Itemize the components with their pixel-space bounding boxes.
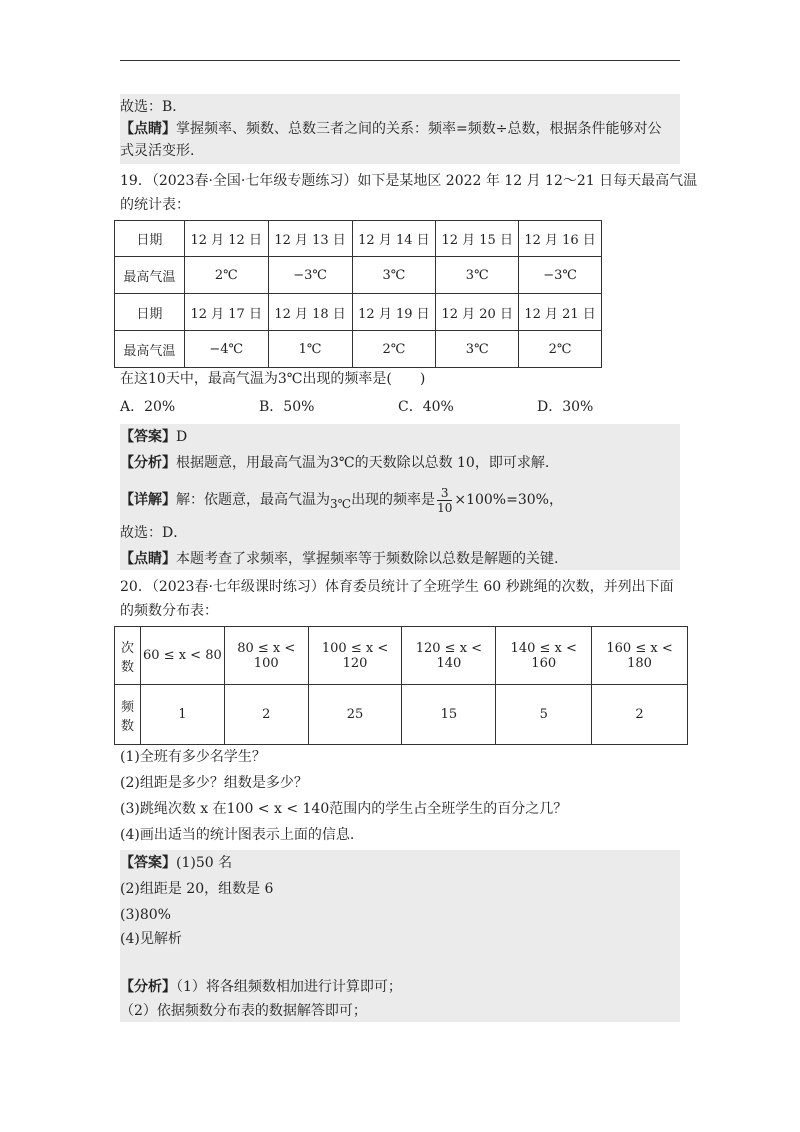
table-cell: 最高气温	[115, 331, 185, 368]
table-cell: 2℃	[519, 331, 602, 368]
table-cell: 日期	[115, 221, 185, 257]
q19-choice: 故选：D．	[120, 525, 188, 541]
table-cell: −4℃	[184, 331, 268, 368]
q19-comment	[120, 548, 558, 570]
q19-temperature-table	[114, 220, 602, 368]
table-cell: 最高气温	[115, 257, 185, 294]
table-cell: 2℃	[352, 331, 436, 368]
detail-mid: 出现的频率是	[351, 492, 436, 508]
table-cell: 25	[308, 685, 402, 745]
table-cell: 12 月 16 日	[519, 221, 602, 257]
option-c: C．40%	[398, 399, 454, 415]
table-cell: 1	[140, 685, 224, 745]
q20-analysis-1	[120, 976, 402, 998]
table-cell: 80 ≤ x < 100	[224, 627, 308, 685]
prev-comment-line-2: 式灵活变形.	[120, 143, 195, 159]
table-cell: 3℃	[436, 331, 519, 368]
table-cell: 140 ≤ x < 160	[496, 627, 592, 685]
header-rule	[120, 60, 680, 61]
q20-answer-1	[120, 852, 232, 874]
q20-frequency-table	[114, 626, 688, 745]
q19-analysis	[120, 452, 549, 474]
freq-label-1: 频	[120, 699, 134, 715]
table-header-cell	[115, 627, 141, 685]
table-row	[115, 221, 602, 257]
q20-sub-question-1: (1)全班有多少名学生？	[120, 749, 266, 765]
freq-label-2: 数	[120, 718, 134, 734]
table-cell: 日期	[115, 294, 185, 331]
q20-sub-question-4: (4)画出适当的统计图表示上面的信息.	[120, 827, 355, 843]
q19-question: 在这10天中，最高气温为3℃出现的频率是( )	[120, 371, 426, 387]
analysis-label: 【分析】	[120, 979, 176, 995]
q20-sub-question-3: (3)跳绳次数 x 在100 < x < 140范围内的学生占全班学生的百分之几？	[120, 801, 568, 817]
table-cell: 12 月 20 日	[436, 294, 519, 331]
table-cell: 3℃	[436, 257, 519, 294]
option-d: D．30%	[537, 399, 594, 415]
table-cell: 12 月 18 日	[268, 294, 352, 331]
detail-post: ×100%=30%，	[454, 492, 563, 508]
q20-stem-line-2: 的频数分布表：	[120, 603, 218, 619]
header-label-2: 数	[120, 659, 134, 675]
table-cell: 12 月 17 日	[184, 294, 268, 331]
analysis-label: 【分析】	[120, 455, 176, 471]
table-row	[115, 627, 688, 685]
analysis-text: 根据题意，用最高气温为3℃的天数除以总数 10，即可求解.	[176, 455, 550, 471]
answer-label: 【答案】	[120, 855, 176, 871]
table-cell: 12 月 21 日	[519, 294, 602, 331]
q19-detail	[120, 484, 563, 520]
table-cell: 12 月 12 日	[184, 221, 268, 257]
table-cell: 60 ≤ x < 80	[140, 627, 224, 685]
fraction	[437, 486, 452, 515]
comment-text-1: 掌握频率、频数、总数三者之间的关系：频率=频数÷总数，根据条件能够对公	[176, 121, 662, 137]
q19-answer	[120, 426, 187, 448]
table-cell: 12 月 13 日	[268, 221, 352, 257]
answer-text: (1)50 名	[176, 855, 233, 871]
q20-sub-question-2: (2)组距是多少？组数是多少？	[120, 775, 308, 791]
table-cell: 5	[496, 685, 592, 745]
q20-answer-3: (3)80%	[120, 907, 171, 923]
header-label-1: 次	[120, 640, 134, 656]
table-row	[115, 294, 602, 331]
detail-temp: 3℃	[330, 497, 352, 511]
q20-analysis-2: （2）依据频数分布表的数据解答即可；	[120, 1003, 367, 1019]
answer-value: D	[176, 429, 188, 445]
table-cell: 120 ≤ x < 140	[402, 627, 496, 685]
option-a: A．20%	[120, 399, 176, 415]
table-cell: −3℃	[519, 257, 602, 294]
comment-text: 本题考查了求频率，掌握频率等于频数除以总数是解题的关键.	[176, 551, 559, 567]
table-cell: −3℃	[268, 257, 352, 294]
q20-stem-line-1: 20．（2023春·七年级课时练习）体育委员统计了全班学生 60 秒跳绳的次数，并列出下面	[120, 579, 674, 595]
table-row	[115, 685, 688, 745]
table-cell: 2	[224, 685, 308, 745]
q19-stem-line-2: 的统计表：	[120, 197, 190, 213]
table-header-cell	[115, 685, 141, 745]
q20-answer-2: (2)组距是 20，组数是 6	[120, 881, 274, 897]
table-row	[115, 257, 602, 294]
table-cell: 3℃	[352, 257, 436, 294]
table-cell: 12 月 19 日	[352, 294, 436, 331]
comment-label: 【点睛】	[120, 121, 176, 137]
q20-answer-4: (4)见解析	[120, 931, 182, 947]
answer-label: 【答案】	[120, 429, 176, 445]
table-cell: 12 月 14 日	[352, 221, 436, 257]
prev-choice: 故选：B．	[120, 99, 187, 115]
prev-comment-line-1	[120, 118, 661, 140]
table-cell: 12 月 15 日	[436, 221, 519, 257]
detail-pre: 解：依题意，最高气温为	[176, 492, 330, 508]
table-cell: 2	[592, 685, 688, 745]
option-b: B．50%	[259, 399, 315, 415]
detail-label: 【详解】	[120, 492, 176, 508]
table-cell: 160 ≤ x < 180	[592, 627, 688, 685]
analysis-text: （1）将各组频数相加进行计算即可；	[176, 979, 402, 995]
table-cell: 1℃	[268, 331, 352, 368]
q19-stem-line-1: 19．（2023春·全国·七年级专题练习）如下是某地区 2022 年 12 月 12～21 日每天最高气温	[120, 173, 698, 189]
table-cell: 2℃	[184, 257, 268, 294]
table-row	[115, 331, 602, 368]
table-cell: 100 ≤ x < 120	[308, 627, 402, 685]
table-cell: 15	[402, 685, 496, 745]
comment-label: 【点睛】	[120, 551, 176, 567]
fraction-denominator: 10	[437, 500, 453, 515]
fraction-numerator: 3	[437, 486, 452, 501]
